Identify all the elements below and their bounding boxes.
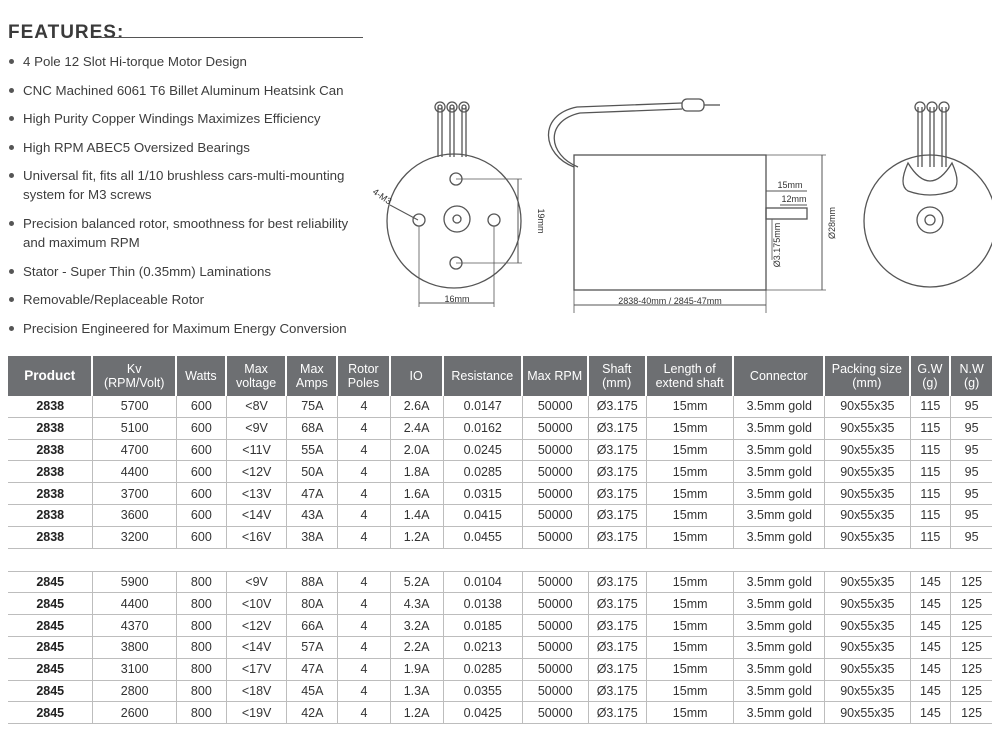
table-cell: 15mm [647,505,735,527]
table-cell: <18V [227,681,287,703]
table-cell: 90x55x35 [825,461,910,483]
col-header: Resistance [444,356,523,396]
table-cell: 3600 [93,505,176,527]
table-cell: 4 [338,615,390,637]
table-cell: 5.2A [391,572,444,594]
table-cell: 145 [911,637,952,659]
table-cell: 50000 [523,461,589,483]
table-cell: 0.0455 [444,527,523,549]
table-cell: 0.0245 [444,440,523,462]
table-cell: 3.5mm gold [734,505,825,527]
table-cell: 50000 [523,418,589,440]
dim-shaft: Ø3.175mm [772,222,782,268]
dim-12mm: 12mm [781,194,807,204]
table-cell: 1.6A [391,483,444,505]
table-cell: <12V [227,461,287,483]
product-cell: 2838 [8,527,93,549]
table-cell: 3.5mm gold [734,615,825,637]
table-cell: 4370 [93,615,176,637]
col-header: Connector [734,356,825,396]
table-row [8,527,992,549]
table-cell: 90x55x35 [825,418,910,440]
bullet-connector [682,99,704,111]
table-cell: 43A [287,505,338,527]
table-cell: 1.2A [391,702,444,724]
table-cell: 115 [911,396,952,418]
table-row [8,659,992,681]
col-header: Kv (RPM/Volt) [93,356,176,396]
table-row [8,637,992,659]
table-cell: 95 [951,461,992,483]
table-cell: 90x55x35 [825,440,910,462]
side-wire [548,103,682,167]
table-cell: 600 [177,483,227,505]
table-cell: 88A [287,572,338,594]
table-cell: 15mm [647,637,735,659]
table-cell: 600 [177,418,227,440]
table-cell: 3.5mm gold [734,572,825,594]
side-view [548,99,826,313]
table-cell: 95 [951,418,992,440]
col-header: IO [391,356,444,396]
table-row [8,418,992,440]
table-cell: <16V [227,527,287,549]
features-divider [98,37,363,38]
table-cell: 4.3A [391,593,444,615]
table-cell: 1.8A [391,461,444,483]
table-cell: <12V [227,615,287,637]
table-cell: <9V [227,418,287,440]
table-cell: 50000 [523,681,589,703]
table-cell: 15mm [647,593,735,615]
table-cell: 4 [338,461,390,483]
feature-item: 4 Pole 12 Slot Hi-torque Motor Design [8,52,358,71]
table-cell: 600 [177,396,227,418]
product-cell: 2845 [8,681,93,703]
table-cell: 2800 [93,681,176,703]
table-cell: 0.0285 [444,461,523,483]
table-cell: 600 [177,505,227,527]
mount-hole [413,214,425,226]
table-cell: 125 [951,593,992,615]
table-cell: 3.5mm gold [734,483,825,505]
dim-16mm: 16mm [444,294,470,304]
table-cell: 50000 [523,637,589,659]
product-cell: 2838 [8,461,93,483]
table-cell: 15mm [647,572,735,594]
table-cell: <19V [227,702,287,724]
col-header: Max voltage [227,356,287,396]
table-cell: Ø3.175 [589,483,647,505]
table-cell: 2.4A [391,418,444,440]
table-cell: 5700 [93,396,176,418]
table-cell: Ø3.175 [589,681,647,703]
table-cell: 600 [177,461,227,483]
table-cell: Ø3.175 [589,440,647,462]
table-cell: Ø3.175 [589,637,647,659]
front-view [387,102,522,307]
col-header: N.W (g) [951,356,992,396]
feature-item: Precision Engineered for Maximum Energy Conversion [8,319,358,338]
table-cell: 68A [287,418,338,440]
table-cell: 800 [177,615,227,637]
side-can-outline [574,155,766,290]
product-cell: 2838 [8,483,93,505]
table-cell: 800 [177,681,227,703]
table-cell: 50000 [523,396,589,418]
table-cell: 0.0315 [444,483,523,505]
spacer-cell [8,549,992,572]
table-cell: 1.3A [391,681,444,703]
table-cell: 0.0415 [444,505,523,527]
table-cell: 0.0213 [444,637,523,659]
table-cell: 145 [911,615,952,637]
table-cell: 125 [951,637,992,659]
table-cell: 800 [177,659,227,681]
table-cell: 800 [177,593,227,615]
table-cell: Ø3.175 [589,505,647,527]
table-row [8,396,992,418]
features-title: FEATURES: [8,22,125,43]
table-cell: 90x55x35 [825,396,910,418]
table-cell: 3700 [93,483,176,505]
table-row [8,615,992,637]
product-cell: 2838 [8,440,93,462]
table-cell: 145 [911,659,952,681]
table-cell: <13V [227,483,287,505]
dim-15mm: 15mm [777,180,803,190]
table-cell: 5900 [93,572,176,594]
table-cell: 2.0A [391,440,444,462]
table-cell: 2.2A [391,637,444,659]
table-cell: 4 [338,440,390,462]
dim-diameter: Ø28mm [827,206,837,240]
table-cell: 4 [338,505,390,527]
table-cell: Ø3.175 [589,572,647,594]
table-cell: 95 [951,483,992,505]
table-cell: 800 [177,637,227,659]
table-cell: 0.0425 [444,702,523,724]
table-cell: <10V [227,593,287,615]
table-cell: 47A [287,659,338,681]
table-cell: <17V [227,659,287,681]
feature-item: Removable/Replaceable Rotor [8,290,358,309]
table-cell: 90x55x35 [825,483,910,505]
table-cell: 90x55x35 [825,505,910,527]
table-cell: 2600 [93,702,176,724]
table-cell: 50000 [523,593,589,615]
table-cell: 15mm [647,702,735,724]
table-cell: 3.5mm gold [734,461,825,483]
table-cell: 0.0162 [444,418,523,440]
product-cell: 2845 [8,572,93,594]
table-cell: 600 [177,527,227,549]
product-cell: 2838 [8,396,93,418]
dim-length: 2838-40mm / 2845-47mm [618,296,722,306]
table-cell: 50000 [523,505,589,527]
table-cell: 90x55x35 [825,637,910,659]
table-cell: 4 [338,483,390,505]
table-cell: 115 [911,461,952,483]
table-row [8,572,992,594]
table-cell: 15mm [647,461,735,483]
table-cell: 4400 [93,593,176,615]
table-row [8,681,992,703]
mount-label: 4-M3 [370,186,394,207]
table-cell: 90x55x35 [825,615,910,637]
table-cell: 90x55x35 [825,572,910,594]
rear-can-outline [864,155,992,287]
front-wires [435,102,469,157]
spec-table [8,356,992,724]
product-cell: 2845 [8,615,93,637]
group-spacer-row [8,549,992,572]
table-cell: 50000 [523,615,589,637]
rear-bearing [917,207,943,233]
table-cell: 4 [338,418,390,440]
feature-item: High Purity Copper Windings Maximizes Efficiency [8,109,358,128]
table-cell: 3.5mm gold [734,681,825,703]
table-cell: 57A [287,637,338,659]
motor-dimension-drawing [362,95,992,320]
table-cell: 115 [911,440,952,462]
table-cell: 3.5mm gold [734,527,825,549]
table-cell: 0.0185 [444,615,523,637]
table-cell: 4 [338,572,390,594]
table-cell: 55A [287,440,338,462]
table-row [8,461,992,483]
table-cell: 50A [287,461,338,483]
table-cell: 115 [911,527,952,549]
table-cell: 1.9A [391,659,444,681]
table-cell: 50000 [523,702,589,724]
col-header: Max RPM [523,356,589,396]
table-cell: Ø3.175 [589,396,647,418]
table-cell: 50000 [523,483,589,505]
table-cell: 95 [951,396,992,418]
table-cell: 15mm [647,396,735,418]
product-cell: 2845 [8,637,93,659]
col-header: Shaft (mm) [589,356,647,396]
table-cell: 95 [951,440,992,462]
table-cell: 4700 [93,440,176,462]
table-cell: 115 [911,505,952,527]
col-header: Length of extend shaft [647,356,735,396]
rear-view [864,102,992,287]
table-cell: 4 [338,593,390,615]
col-header: Product [8,356,93,396]
table-cell: 3.5mm gold [734,593,825,615]
table-cell: 4 [338,681,390,703]
table-cell: 3.5mm gold [734,702,825,724]
table-cell: 1.2A [391,527,444,549]
table-cell: 47A [287,483,338,505]
feature-item: Stator - Super Thin (0.35mm) Laminations [8,262,358,281]
table-cell: Ø3.175 [589,593,647,615]
table-cell: 3.5mm gold [734,440,825,462]
table-cell: <14V [227,505,287,527]
table-cell: 90x55x35 [825,681,910,703]
table-cell: 15mm [647,615,735,637]
table-cell: 125 [951,702,992,724]
table-cell: 0.0355 [444,681,523,703]
features-list [8,52,358,347]
table-cell: 80A [287,593,338,615]
table-cell: Ø3.175 [589,615,647,637]
table-row [8,593,992,615]
table-cell: 3800 [93,637,176,659]
feature-item: Precision balanced rotor, smoothness for best reliability and maximum RPM [8,214,358,252]
table-cell: 5100 [93,418,176,440]
product-cell: 2845 [8,593,93,615]
table-cell: 15mm [647,681,735,703]
table-cell: 95 [951,505,992,527]
rear-wire-housing [903,163,957,195]
col-header: G.W (g) [911,356,952,396]
table-cell: 125 [951,615,992,637]
table-row [8,440,992,462]
table-cell: 145 [911,593,952,615]
table-cell: 90x55x35 [825,659,910,681]
table-cell: 90x55x35 [825,702,910,724]
table-cell: 115 [911,418,952,440]
table-cell: 75A [287,396,338,418]
table-cell: 0.0104 [444,572,523,594]
product-cell: 2838 [8,418,93,440]
table-cell: <11V [227,440,287,462]
table-cell: 1.4A [391,505,444,527]
table-cell: 3200 [93,527,176,549]
table-cell: Ø3.175 [589,418,647,440]
table-cell: 66A [287,615,338,637]
table-cell: 4 [338,659,390,681]
table-cell: 3.5mm gold [734,637,825,659]
shaft [453,215,461,223]
table-cell: 50000 [523,527,589,549]
table-cell: Ø3.175 [589,659,647,681]
table-cell: 4400 [93,461,176,483]
table-cell: 125 [951,659,992,681]
table-cell: 115 [911,483,952,505]
table-cell: 4 [338,396,390,418]
col-header: Max Amps [287,356,338,396]
table-cell: 4 [338,702,390,724]
table-cell: 3.2A [391,615,444,637]
rear-wires [915,102,949,167]
mount-hole [488,214,500,226]
table-cell: 3.5mm gold [734,396,825,418]
table-cell: 50000 [523,659,589,681]
feature-item: CNC Machined 6061 T6 Billet Aluminum Heatsink Can [8,81,358,100]
table-cell: 15mm [647,527,735,549]
table-cell: <8V [227,396,287,418]
table-row [8,702,992,724]
table-cell: 90x55x35 [825,527,910,549]
table-cell: 50000 [523,572,589,594]
table-cell: 0.0138 [444,593,523,615]
table-cell: 3100 [93,659,176,681]
product-cell: 2838 [8,505,93,527]
table-cell: 15mm [647,483,735,505]
shaft-bearing [444,206,470,232]
table-cell: 125 [951,572,992,594]
table-cell: <14V [227,637,287,659]
table-cell: 145 [911,702,952,724]
col-header: Packing size (mm) [825,356,910,396]
table-row [8,483,992,505]
feature-item: High RPM ABEC5 Oversized Bearings [8,138,358,157]
table-cell: 4 [338,637,390,659]
side-shaft [766,208,807,219]
table-cell: Ø3.175 [589,702,647,724]
table-cell: 600 [177,440,227,462]
col-header: Watts [177,356,227,396]
table-cell: 90x55x35 [825,593,910,615]
table-cell: 125 [951,681,992,703]
table-cell: 95 [951,527,992,549]
product-cell: 2845 [8,702,93,724]
table-cell: 800 [177,572,227,594]
table-cell: 42A [287,702,338,724]
table-cell: 145 [911,572,952,594]
table-cell: 4 [338,527,390,549]
table-cell: 15mm [647,418,735,440]
table-cell: 3.5mm gold [734,418,825,440]
table-row [8,505,992,527]
table-cell: 38A [287,527,338,549]
table-cell: 0.0147 [444,396,523,418]
feature-item: Universal fit, fits all 1/10 brushless cars-multi-mounting system for M3 screws [8,166,358,204]
table-cell: 45A [287,681,338,703]
table-cell: 15mm [647,659,735,681]
table-cell: 800 [177,702,227,724]
table-header-row [8,356,992,396]
col-header: Rotor Poles [338,356,390,396]
product-cell: 2845 [8,659,93,681]
table-cell: 3.5mm gold [734,659,825,681]
table-cell: Ø3.175 [589,461,647,483]
dim-19mm: 19mm [536,208,546,234]
table-cell: 50000 [523,440,589,462]
table-cell: 15mm [647,440,735,462]
table-cell: Ø3.175 [589,527,647,549]
table-cell: <9V [227,572,287,594]
table-cell: 0.0285 [444,659,523,681]
table-cell: 145 [911,681,952,703]
table-cell: 2.6A [391,396,444,418]
